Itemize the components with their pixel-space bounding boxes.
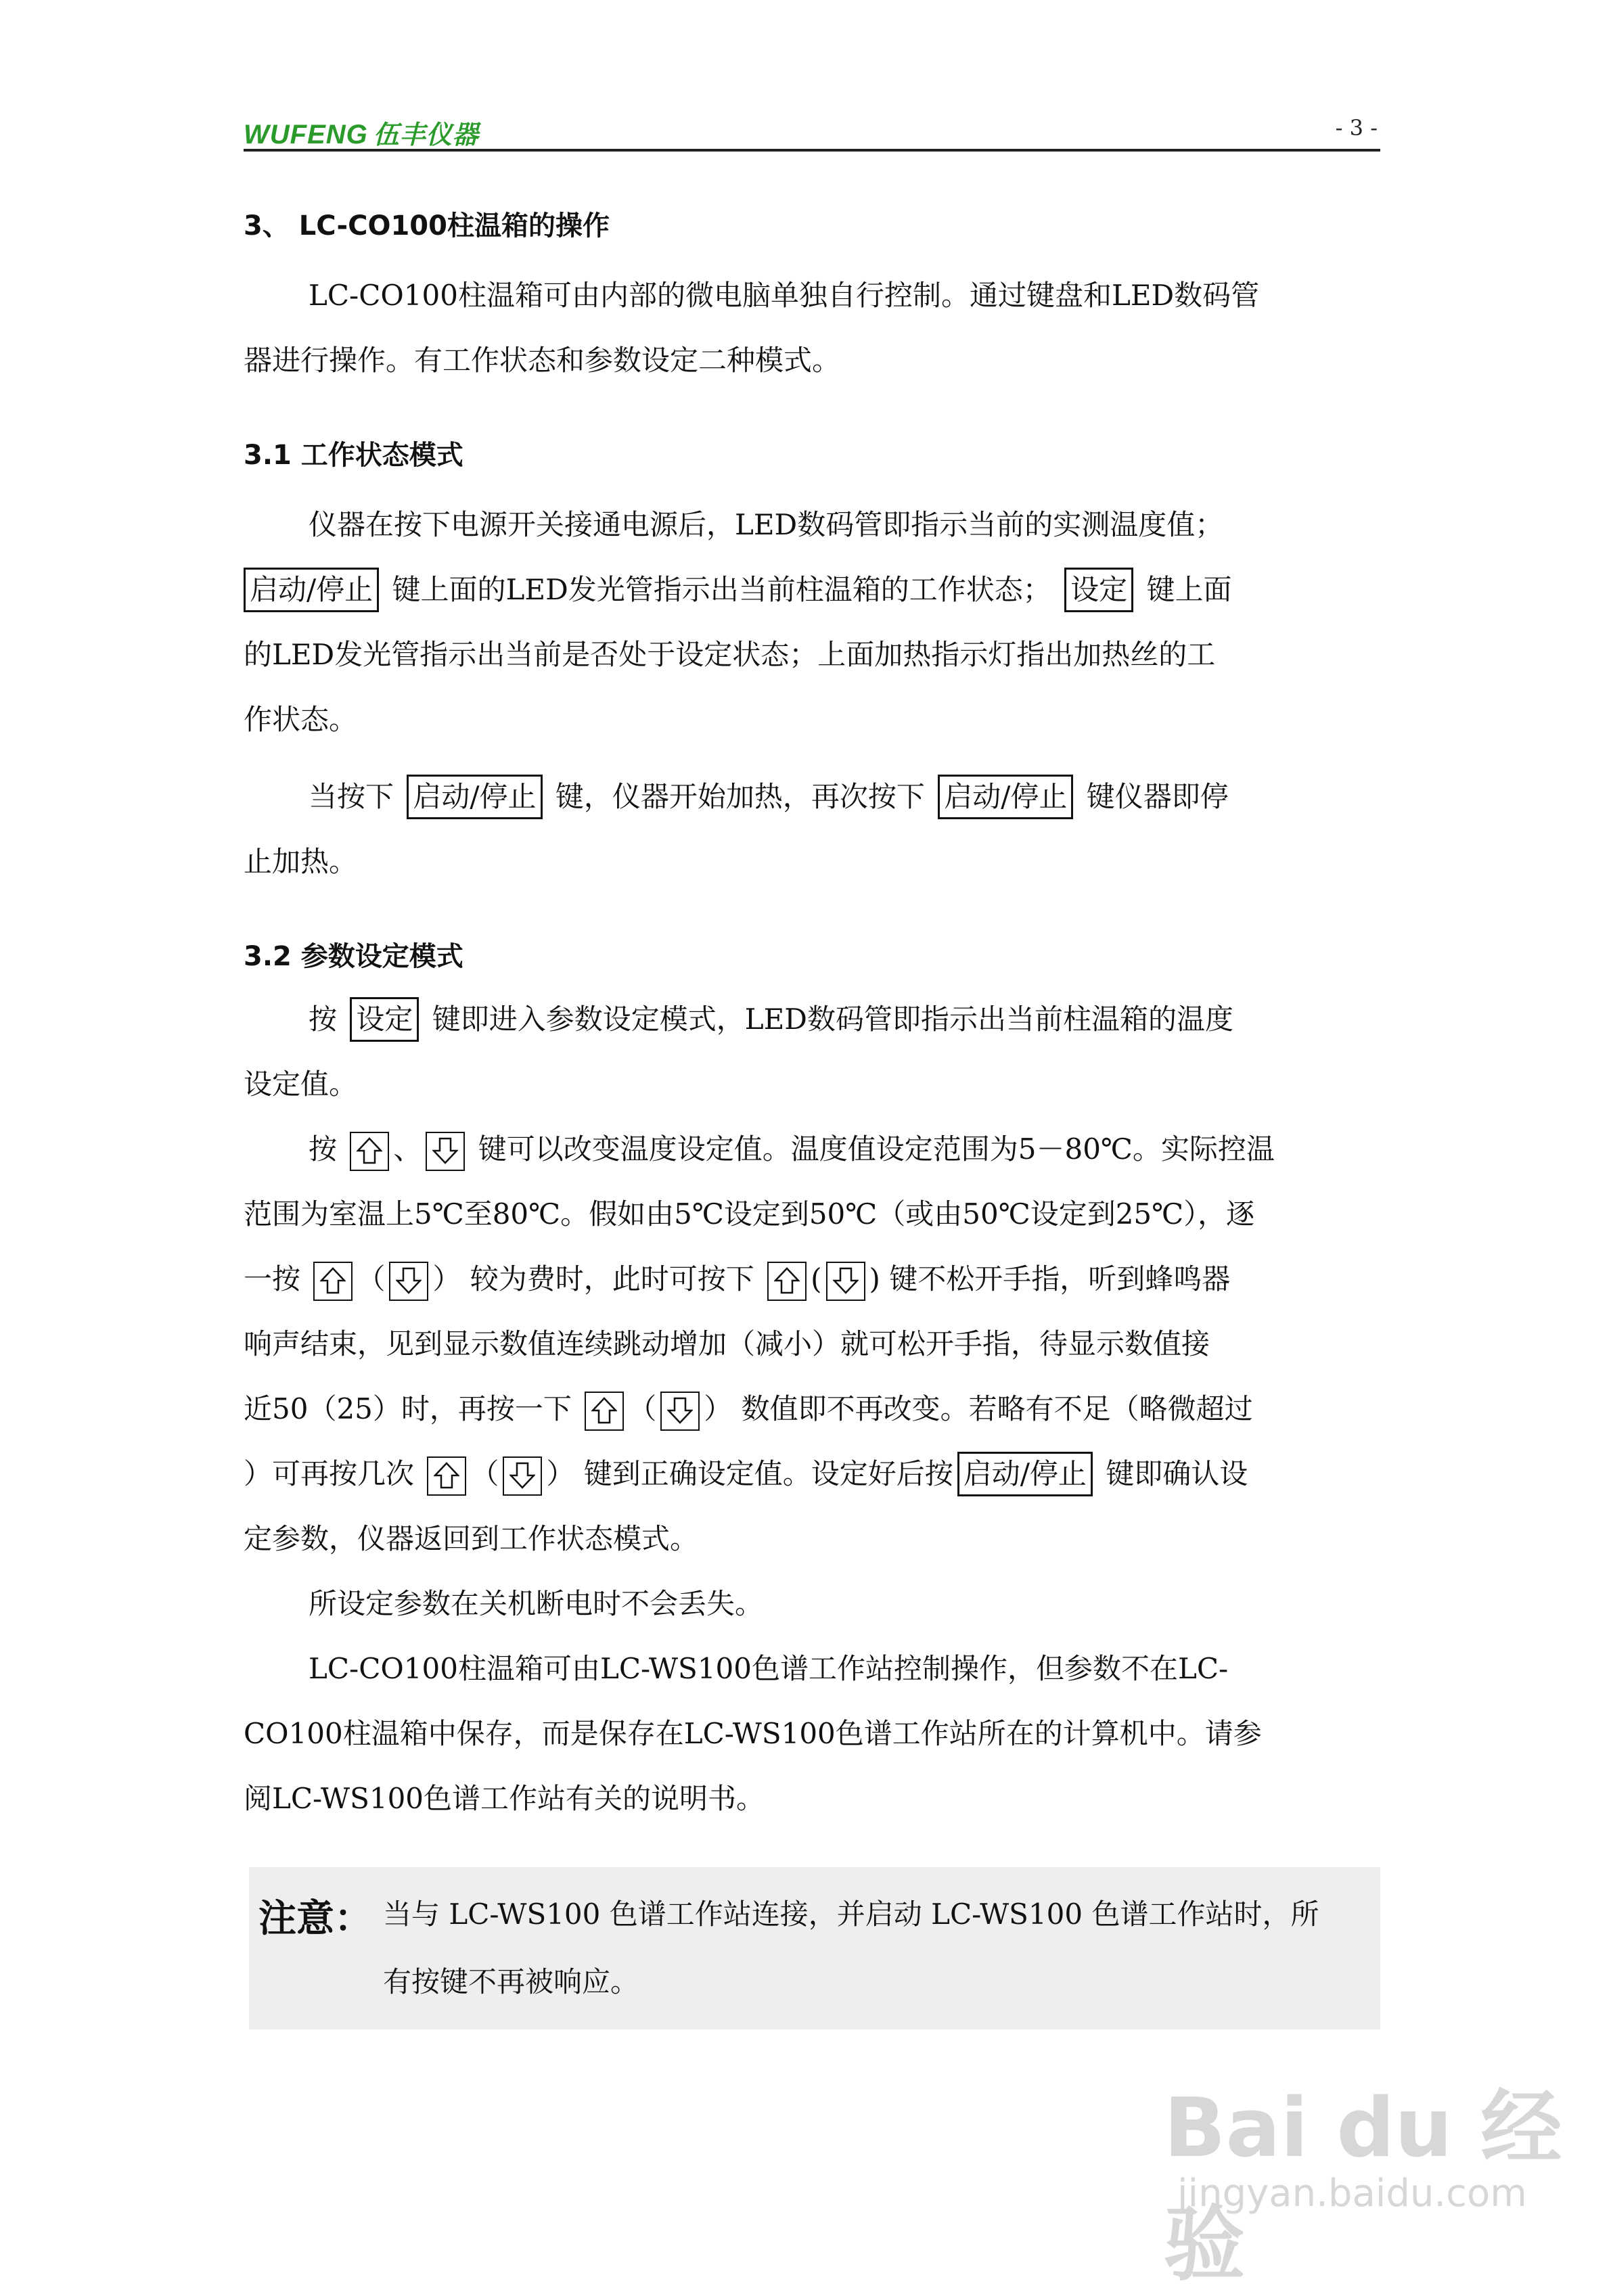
paragraph-line: 定参数，仪器返回到工作状态模式。 — [244, 1522, 699, 1555]
section-3-1-body — [244, 492, 1380, 894]
paragraph-line: 范围为室温上5℃至80℃。假如由5℃设定到50℃（或由50℃设定到25℃），逐 — [244, 1197, 1255, 1231]
paragraph-line — [244, 764, 1380, 829]
down-arrow-icon — [503, 1456, 542, 1496]
section-3-title: 3、 LC-CO100柱温箱的操作 — [244, 210, 610, 242]
text-run: 近50（25）时，再按一下 — [244, 1392, 572, 1425]
text-run: ）可再按几次 — [244, 1457, 415, 1490]
page-number: - 3 - — [1335, 115, 1378, 141]
up-arrow-icon — [585, 1392, 624, 1431]
paragraph-line: 作状态。 — [244, 703, 358, 736]
note-line: 有按键不再被响应。 — [383, 1965, 639, 1998]
up-arrow-icon — [767, 1262, 807, 1301]
paragraph-line: 所设定参数在关机断电时不会丢失。 — [309, 1587, 764, 1620]
key-set: 设定 — [1064, 568, 1133, 612]
paragraph-line: 仪器在按下电源开关接通电源后，LED数码管即指示当前的实测温度值； — [309, 508, 1224, 541]
paragraph-line — [244, 987, 1380, 1052]
section-3-intro — [244, 263, 1380, 393]
paragraph-line — [244, 557, 1380, 622]
watermark-sub: jingyan.baidu.com — [1177, 2172, 1527, 2215]
text-run: 键可以改变温度设定值。温度值设定范围为5－80℃。实际控温 — [478, 1132, 1275, 1166]
company-logo — [244, 114, 479, 151]
logo-cn: 伍丰仪器 — [373, 121, 479, 150]
paragraph-line: 器进行操作。有工作状态和参数设定二种模式。 — [244, 344, 841, 377]
section-3-2-title: 3.2 参数设定模式 — [244, 941, 463, 972]
watermark-main: Bai du 经验 — [1164, 2082, 1562, 2292]
document-body — [244, 169, 1380, 1831]
up-arrow-icon — [427, 1456, 466, 1496]
text-run: 键不松开手指，听到蜂鸣器 — [889, 1262, 1231, 1295]
logo-en: WUFENG — [244, 120, 368, 150]
key-start-stop: 启动/停止 — [957, 1452, 1093, 1496]
note-label: 注意： — [258, 1897, 372, 1941]
text-run: 较为费时，此时可按下 — [470, 1262, 754, 1295]
note-text — [383, 1881, 1357, 2016]
paragraph-line: 止加热。 — [244, 845, 358, 878]
text-run: 键到正确设定值。设定好后按 — [583, 1457, 953, 1490]
text-run: 键上面的LED发光管指示出当前柱温箱的工作状态； — [392, 573, 1051, 606]
paragraph-line: 阅LC-WS100色谱工作站有关的说明书。 — [244, 1782, 765, 1815]
text-run: 数值即不再改变。若略有不足（略微超过 — [741, 1392, 1253, 1425]
text-run: 键，仪器开始加热，再次按下 — [555, 780, 925, 813]
text-run: 、 — [393, 1132, 422, 1166]
text-run: 按 — [309, 1132, 338, 1166]
paragraph-line: ）可再按几次 （ ） 键到正确设定值。设定好后按 启动/停止 键即确认设 — [244, 1442, 1380, 1507]
text-run: 键仪器即停 — [1086, 780, 1229, 813]
paragraph-line: LC-CO100柱温箱可由内部的微电脑单独自行控制。通过键盘和LED数码管 — [309, 279, 1260, 312]
text-run: 一按 — [244, 1262, 301, 1295]
section-3-1-title: 3.1 工作状态模式 — [244, 440, 463, 471]
text-run: 键上面 — [1146, 573, 1232, 606]
section-3-2-body — [244, 987, 1380, 1831]
paragraph-line: CO100柱温箱中保存，而是保存在LC-WS100色谱工作站所在的计算机中。请参 — [244, 1717, 1262, 1750]
paragraph-line: 近50（25）时，再按一下 （ ） 数值即不再改变。若略有不足（略微超过 — [244, 1377, 1380, 1442]
key-set: 设定 — [350, 997, 419, 1042]
note-line: 当与 LC-WS100 色谱工作站连接，并启动 LC-WS100 色谱工作站时，所 — [383, 1898, 1319, 1931]
baidu-watermark — [1137, 2063, 1570, 2292]
up-arrow-icon — [350, 1132, 389, 1171]
page-header — [244, 108, 1380, 152]
down-arrow-icon — [426, 1132, 465, 1171]
paragraph-line: 一按 （ ） 较为费时，此时可按下 ( ) 键不松开手指，听到蜂鸣器 — [244, 1247, 1380, 1312]
key-start-stop: 启动/停止 — [407, 775, 542, 819]
paragraph-line: LC-CO100柱温箱可由LC-WS100色谱工作站控制操作，但参数不在LC- — [309, 1652, 1229, 1685]
paragraph-line: 设定值。 — [244, 1067, 358, 1101]
text-run: 键即确认设 — [1106, 1457, 1248, 1490]
note-box — [249, 1867, 1380, 2029]
text-run: 当按下 — [309, 780, 394, 813]
down-arrow-icon — [660, 1392, 700, 1431]
down-arrow-icon — [389, 1262, 428, 1301]
key-start-stop: 启动/停止 — [244, 568, 379, 612]
key-start-stop: 启动/停止 — [938, 775, 1073, 819]
paragraph-line: 响声结束，见到显示数值连续跳动增加（减小）就可松开手指，待显示数值接 — [244, 1327, 1210, 1360]
up-arrow-icon — [313, 1262, 353, 1301]
text-run: 按 — [309, 1003, 338, 1036]
paragraph-line: 的LED发光管指示出当前是否处于设定状态；上面加热指示灯指出加热丝的工 — [244, 638, 1216, 671]
text-run: 键即进入参数设定模式，LED数码管即指示出当前柱温箱的温度 — [432, 1003, 1233, 1036]
paragraph-line — [244, 1117, 1380, 1182]
down-arrow-icon — [826, 1262, 865, 1301]
